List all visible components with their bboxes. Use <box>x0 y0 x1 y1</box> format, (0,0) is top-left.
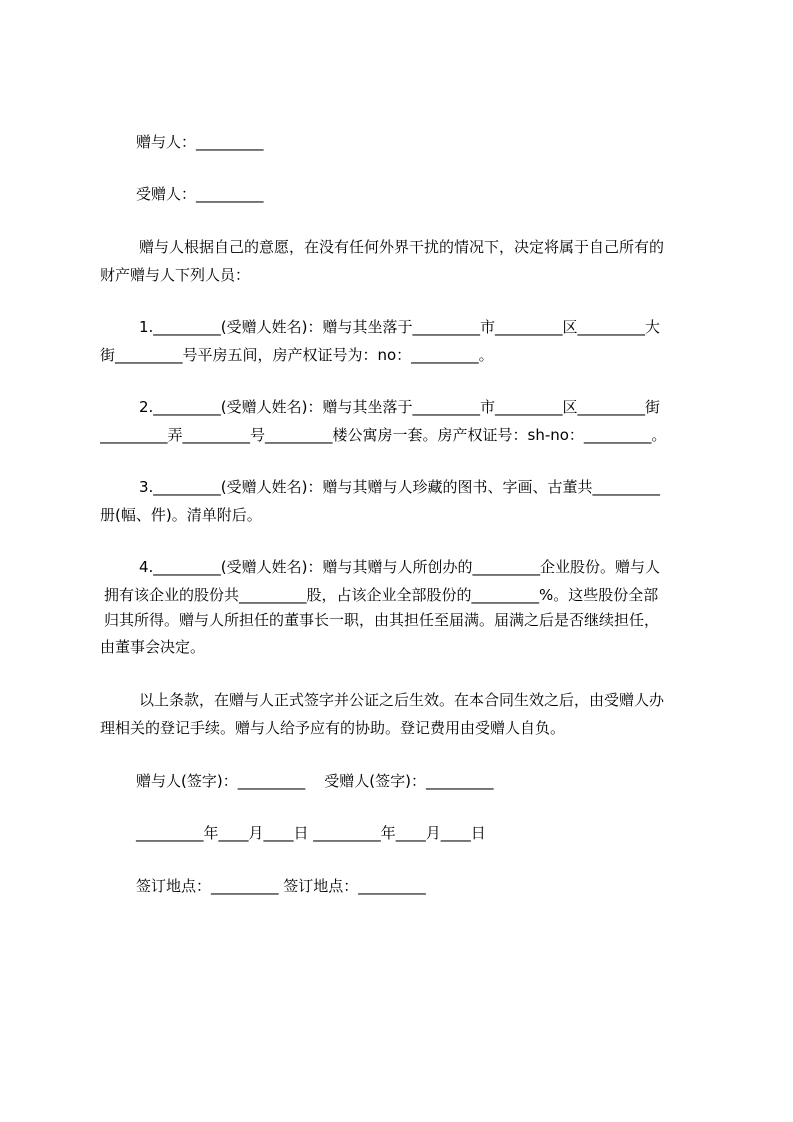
donor-line: 赠与人：_________ <box>136 133 264 151</box>
item-1-line-1: 1._________(受赠人姓名)：赠与其坐落于_________市_________区_________大 <box>139 318 661 336</box>
item-4-line-2: 拥有该企业的股份共_________股，占该企业全部股份的_________%。这些股份全部 <box>104 586 659 604</box>
item-4-line-4: 由董事会决定。 <box>100 638 206 656</box>
place-line: 签订地点：_________ 签订地点：_________ <box>136 877 426 895</box>
effect-line-2: 理相关的登记手续。赠与人给予应有的协助。登记费用由受赠人自负。 <box>100 719 566 737</box>
item-3-line-1: 3._________(受赠人姓名)：赠与其赠与人珍藏的图书、字画、古董共_________ <box>139 478 661 496</box>
item-3-line-2: 册(幅、件)。清单附后。 <box>100 506 262 524</box>
date-line: _________年____月____日 _________年____月____日 <box>136 824 486 842</box>
signature-line: 赠与人(签字)：_________ 受赠人(签字)：_________ <box>136 772 494 790</box>
item-2-line-1: 2._________(受赠人姓名)：赠与其坐落于_________市_________区_________街 <box>139 398 661 416</box>
item-4-line-1: 4._________(受赠人姓名)：赠与其赠与人所创办的_________企业股份。赠与人 <box>139 558 661 576</box>
effect-line-1: 以上条款，在赠与人正式签字并公证之后生效。在本合同生效之后，由受赠人办 <box>139 691 665 709</box>
item-2-line-2: _________弄_________号_________楼公寓房一套。房产权证号：sh-no：_________。 <box>100 426 667 444</box>
donee-line: 受赠人：_________ <box>136 185 264 203</box>
item-1-line-2: 街_________号平房五间，房产权证号为：no：_________。 <box>100 346 494 364</box>
intro-line-2: 财产赠与人下列人员： <box>100 266 251 284</box>
item-4-line-3: 归其所得。赠与人所担任的董事长一职，由其担任至届满。届满之后是否继续担任， <box>104 611 660 629</box>
intro-line-1: 赠与人根据自己的意愿，在没有任何外界干扰的情况下，决定将属于自己所有的 <box>139 238 665 256</box>
